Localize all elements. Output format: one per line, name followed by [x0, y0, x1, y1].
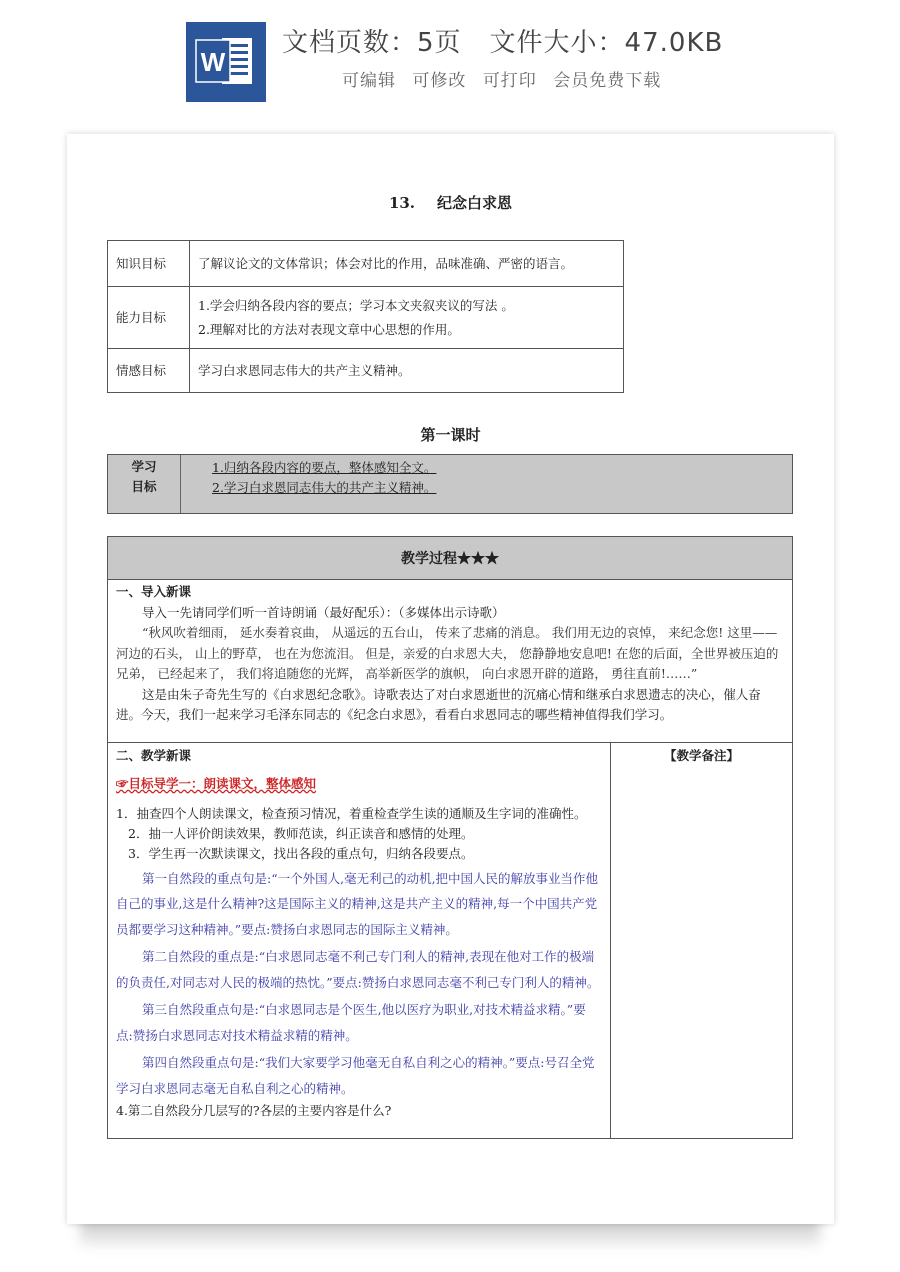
feature-printable: 可打印	[482, 71, 537, 91]
objective-text-block	[190, 287, 624, 349]
document-title	[67, 192, 834, 213]
goals-label-line: 目标	[131, 479, 157, 494]
objective-text: 1.学会归纳各段内容的要点；学习本文夹叙夹议的写法 。	[198, 297, 514, 313]
feature-modifiable: 可修改	[412, 71, 467, 91]
word-icon-letter: W	[200, 47, 226, 77]
teaching-process-header: 教学过程★★★	[108, 537, 793, 580]
intro-section	[108, 580, 793, 743]
goal-guide-heading: ☞目标导学一：朗读课文，整体感知	[116, 775, 317, 791]
new-lesson-section	[108, 742, 611, 1138]
learning-goals-label	[108, 455, 181, 513]
intro-paragraph: 这是由朱子奇先生写的《白求恩纪念歌》。诗歌表达了对白求恩逝世的沉痛心情和继承白求恩遗志的决心，催人奋进。今天，我们一起来学习毛泽东同志的《纪念白求恩》，看看白求恩同志的哪些精神值得我们学习。	[116, 686, 761, 722]
file-info-title	[282, 22, 723, 59]
lesson-name: 纪念白求恩	[437, 194, 513, 212]
objective-label: 知识目标	[108, 241, 190, 287]
feature-list	[342, 66, 671, 91]
paragraph-analysis: 第一自然段的重点句是:“一个外国人,毫无利己的动机,把中国人民的解放事业当作他自己的事业,这是什么精神?这是国际主义的精神,这是共产主义的精神,每一个中国共产党员都要学习这种精神。”要点:赞扬白求恩同志的国际主义精神。	[116, 870, 599, 937]
lesson-step: 1．抽查四个人朗读课文，检查预习情况，着重检查学生读的通顺及生字词的准确性。	[116, 805, 587, 821]
feature-member-download: 会员免费下载	[553, 71, 662, 91]
teaching-process-table	[107, 536, 793, 1139]
learning-goals-box	[107, 454, 793, 514]
intro-lead: 导入一先请同学们听一首诗朗诵（最好配乐）：（多媒体出示诗歌）	[142, 604, 505, 620]
new-lesson-heading: 二、教学新课	[116, 747, 192, 763]
discussion-question: 4.第二自然段分几层写的?各层的主要内容是什么?	[116, 1103, 392, 1118]
page-count: 文档页数：5页	[282, 28, 462, 58]
objective-row	[108, 349, 624, 393]
lesson-period-title: 第一课时	[420, 426, 481, 444]
teaching-notes-column: 【教学备注】	[611, 742, 793, 1138]
learning-goal-item: 1.归纳各段内容的要点，整体感知全文。	[212, 460, 437, 475]
paragraph-analysis: 第四自然段重点句是:“我们大家要学习他毫无自私自利之心的精神。”要点:号召全党学习白求恩同志毫无自私自利之心的精神。	[116, 1055, 595, 1096]
objective-label: 情感目标	[108, 349, 190, 393]
objective-text: 学习白求恩同志伟大的共产主义精神。	[190, 349, 624, 393]
objective-label: 能力目标	[108, 287, 190, 349]
goals-label-line: 学习	[131, 459, 157, 474]
feature-editable: 可编辑	[342, 71, 396, 91]
word-document-icon	[186, 22, 266, 102]
objective-row	[108, 287, 624, 349]
objective-text: 2.理解对比的方法对表现文章中心思想的作用。	[198, 321, 460, 337]
intro-heading: 一、导入新课	[116, 584, 192, 599]
file-size: 文件大小：47.0KB	[489, 28, 724, 58]
objective-row	[108, 241, 624, 287]
lesson-number: 13.	[388, 194, 416, 212]
lesson-step: 2．抽一人评价朗读效果，教师范读，纠正读音和感情的处理。	[128, 825, 474, 841]
learning-goal-item: 2.学习白求恩同志伟大的共产主义精神。	[212, 480, 437, 495]
intro-poem: “秋风吹着细雨， 延水奏着哀曲， 从遥远的五台山， 传来了悲痛的消息。 我们用无边的哀悼， 来纪念您! 这里—— 河边的石头， 山上的野草， 也在为您流泪。 但是，亲爱的白求恩大夫， 您静静地安息吧! 在您的后面，全世界被压迫的兄弟， 已经起来了， 我们将追随您的光辉， 高举新医学的旗帜， 向白求恩开辟的道路， 勇往直前!……”	[116, 625, 779, 681]
document-page	[67, 134, 834, 1224]
paragraph-analysis: 第二自然段的重点是:“白求恩同志毫不利己专门利人的精神,表现在他对工作的极端的负责任,对同志对人民的极端的热忱。”要点:赞扬白求恩同志毫不利己专门利人的精神。	[116, 949, 600, 990]
objectives-table	[107, 240, 624, 393]
learning-goals-list	[212, 458, 436, 498]
paragraph-analysis: 第三自然段重点句是:“白求恩同志是个医生,他以医疗为职业,对技术精益求精。”要点:赞扬白求恩同志对技术精益求精的精神。	[116, 1002, 586, 1043]
objective-text: 了解议论文的文体常识；体会对比的作用，品味准确、严密的语言。	[190, 241, 624, 287]
lesson-step: 3．学生再一次默读课文，找出各段的重点句，归纳各段要点。	[128, 845, 474, 861]
